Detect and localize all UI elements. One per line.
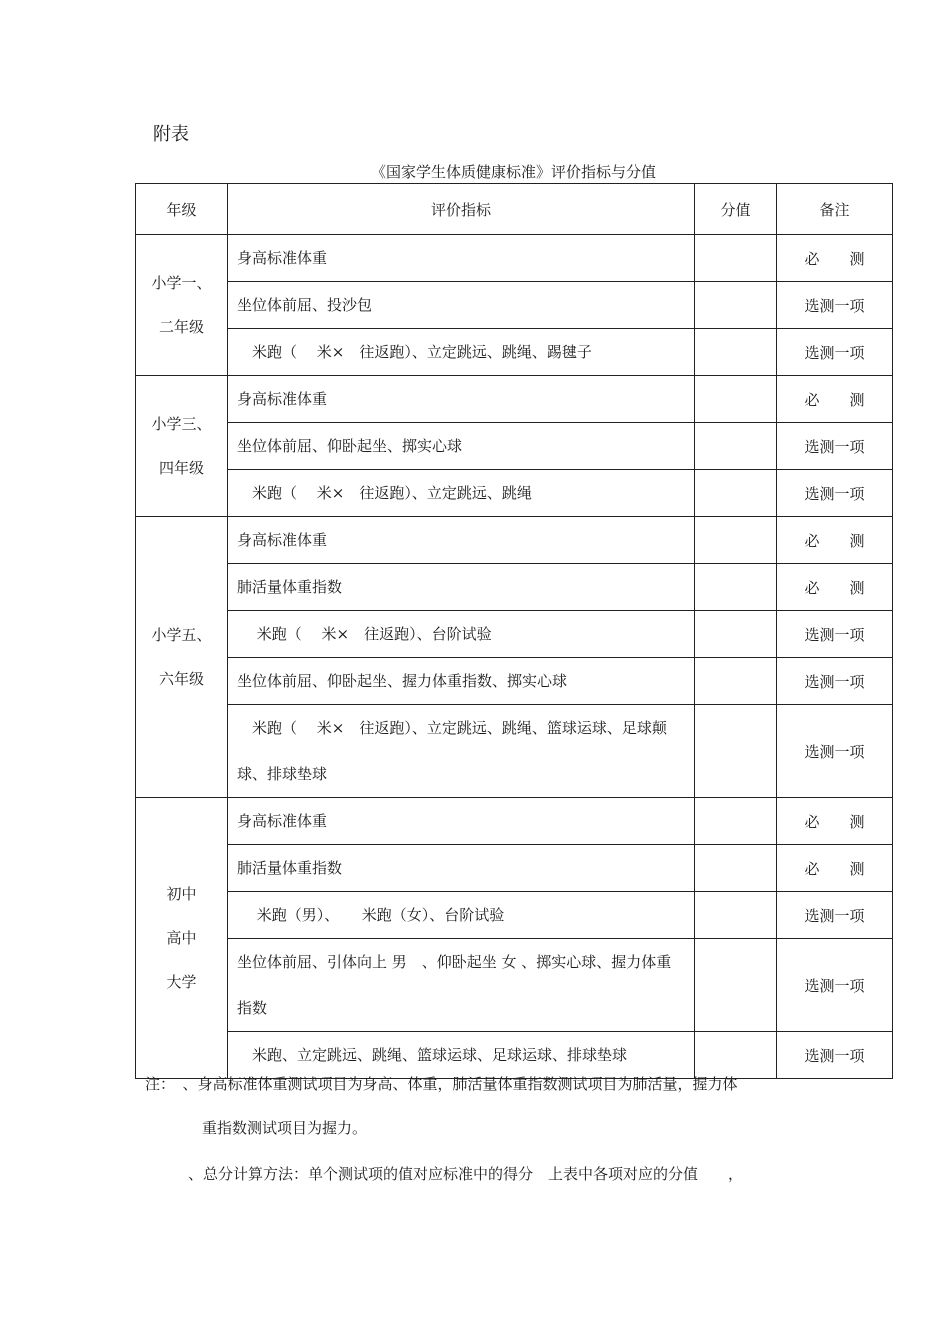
score-cell	[695, 282, 777, 329]
indicator-cell: 身高标准体重	[228, 235, 695, 282]
grade-cell	[136, 376, 228, 517]
grade-line: 小学五、	[151, 626, 212, 644]
table-row	[136, 611, 893, 658]
note-cell: 选测一项	[777, 611, 893, 658]
note-cell: 必 测	[777, 845, 893, 892]
score-cell	[695, 611, 777, 658]
table-row	[136, 235, 893, 282]
header-grade: 年级	[136, 184, 228, 235]
score-cell	[695, 798, 777, 845]
indicator-cell: 坐位体前屈、投沙包	[228, 282, 695, 329]
score-cell	[695, 564, 777, 611]
grade-line: 小学三、	[151, 415, 212, 433]
indicator-cell: 米跑（ 米× 往返跑）、立定跳远、跳绳	[228, 470, 695, 517]
table-row	[136, 845, 893, 892]
score-cell	[695, 939, 777, 1032]
grade-line: 大学	[166, 973, 197, 991]
indicator-cell: 米跑（ 米× 往返跑）、立定跳远、跳绳、踢毽子	[228, 329, 695, 376]
note-cell: 选测一项	[777, 892, 893, 939]
note-line-1: 注： 、身高标准体重测试项目为身高、体重，肺活量体重指数测试项目为肺活量，握力体	[145, 1075, 738, 1093]
table-row	[136, 329, 893, 376]
notes-section	[145, 1073, 845, 1185]
table-row	[136, 470, 893, 517]
note-cell: 必 测	[777, 798, 893, 845]
grade-line: 二年级	[158, 318, 204, 336]
table-title: 《国家学生体质健康标准》评价指标与分值	[370, 163, 656, 181]
indicator-cell: 坐位体前屈、仰卧起坐、掷实心球	[228, 423, 695, 470]
score-cell	[695, 892, 777, 939]
indicator-cell: 米跑（ 米× 往返跑）、台阶试验	[228, 611, 695, 658]
note-cell: 选测一项	[777, 329, 893, 376]
indicator-cell: 米跑（男）、 米跑（女）、台阶试验	[228, 892, 695, 939]
header-indicator: 评价指标	[228, 184, 695, 235]
score-cell	[695, 1032, 777, 1079]
note-line-2: 重指数测试项目为握力。	[202, 1119, 368, 1137]
header-score: 分值	[695, 184, 777, 235]
score-cell	[695, 423, 777, 470]
note-cell: 选测一项	[777, 939, 893, 1032]
score-cell	[695, 845, 777, 892]
header-note: 备注	[777, 184, 893, 235]
table-row	[136, 564, 893, 611]
note-cell: 选测一项	[777, 282, 893, 329]
indicator-cell: 米跑（ 米× 往返跑）、立定跳远、跳绳、篮球运球、足球颠球、排球垫球	[228, 705, 695, 798]
score-cell	[695, 658, 777, 705]
score-cell	[695, 235, 777, 282]
grade-line: 小学一、	[151, 274, 212, 292]
grade-cell	[136, 517, 228, 798]
table-row	[136, 939, 893, 1032]
note-cell: 选测一项	[777, 658, 893, 705]
grade-line: 六年级	[158, 670, 204, 688]
grade-line: 四年级	[158, 459, 204, 477]
table-header-row	[136, 184, 893, 235]
indicator-cell: 坐位体前屈、仰卧起坐、握力体重指数、掷实心球	[228, 658, 695, 705]
note-cell: 选测一项	[777, 1032, 893, 1079]
indicator-cell: 肺活量体重指数	[228, 845, 695, 892]
score-cell	[695, 517, 777, 564]
table-row	[136, 376, 893, 423]
indicator-cell: 身高标准体重	[228, 517, 695, 564]
indicator-cell: 米跑、立定跳远、跳绳、篮球运球、足球运球、排球垫球	[228, 1032, 695, 1079]
note-cell: 选测一项	[777, 470, 893, 517]
indicator-cell: 身高标准体重	[228, 798, 695, 845]
table-row	[136, 798, 893, 845]
note-cell: 选测一项	[777, 423, 893, 470]
score-cell	[695, 329, 777, 376]
table-row	[136, 658, 893, 705]
note-cell: 选测一项	[777, 705, 893, 798]
indicator-cell: 坐位体前屈、引体向上 男 、仰卧起坐 女 、掷实心球、握力体重指数	[228, 939, 695, 1032]
evaluation-table	[135, 183, 893, 1079]
note-cell: 必 测	[777, 376, 893, 423]
score-cell	[695, 376, 777, 423]
note-cell: 必 测	[777, 517, 893, 564]
table-row	[136, 705, 893, 798]
grade-line: 初中	[166, 885, 197, 903]
table-row	[136, 892, 893, 939]
note-cell: 必 测	[777, 235, 893, 282]
grade-cell	[136, 798, 228, 1079]
note-line-3: 、总分计算方法：单个测试项的值对应标准中的得分 上表中各项对应的分值 ，	[188, 1165, 744, 1183]
grade-line: 高中	[166, 929, 197, 947]
score-cell	[695, 470, 777, 517]
indicator-cell: 身高标准体重	[228, 376, 695, 423]
table-row	[136, 517, 893, 564]
note-cell: 必 测	[777, 564, 893, 611]
table-row	[136, 1032, 893, 1079]
grade-cell	[136, 235, 228, 376]
appendix-label: 附表	[153, 124, 189, 145]
score-cell	[695, 705, 777, 798]
table-row	[136, 423, 893, 470]
table-row	[136, 282, 893, 329]
indicator-cell: 肺活量体重指数	[228, 564, 695, 611]
